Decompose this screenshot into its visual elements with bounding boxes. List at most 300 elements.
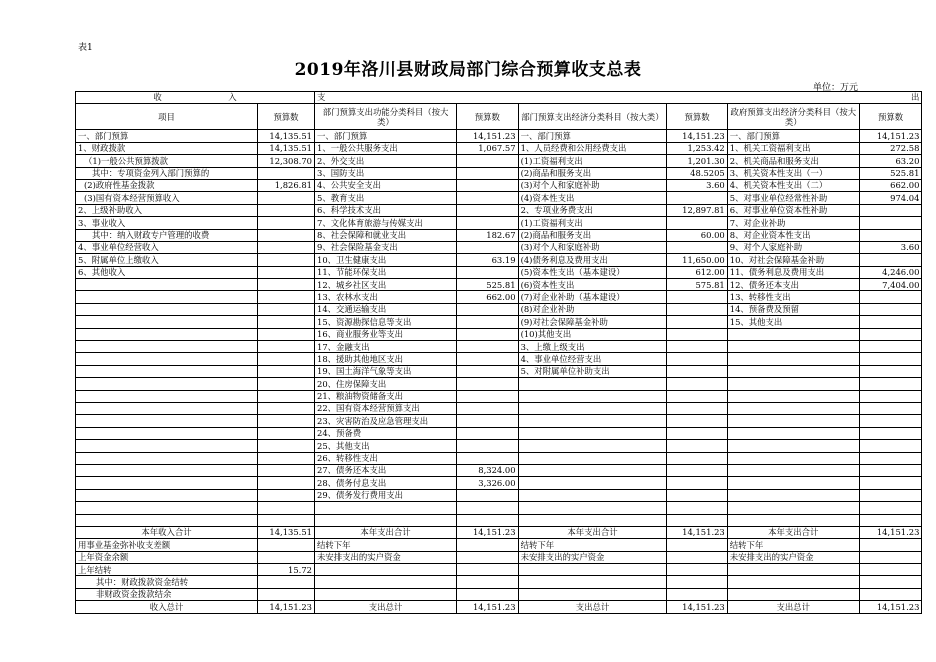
- functional-budget: [457, 365, 519, 377]
- functional-budget: [457, 353, 519, 365]
- functional-budget: 14,151.23: [457, 601, 519, 613]
- table-row: [76, 328, 922, 340]
- functional-item: 17、金融支出: [315, 341, 457, 353]
- economic-budget: [667, 241, 727, 253]
- economic-budget: [667, 502, 727, 514]
- gov-economic-item: 结转下年: [727, 539, 859, 551]
- income-item: [76, 514, 258, 526]
- income-item: [76, 452, 258, 464]
- gov-economic-item: 11、债务利息及费用支出: [727, 266, 859, 278]
- table-row: [76, 526, 922, 538]
- economic-item: (4)资本性支出: [518, 192, 667, 204]
- functional-item: 5、教育支出: [315, 192, 457, 204]
- functional-item: 16、商业服务业等支出: [315, 328, 457, 340]
- functional-item: 本年支出合计: [315, 526, 457, 538]
- table-row: [76, 502, 922, 514]
- economic-item: (8)对企业补助: [518, 303, 667, 315]
- economic-budget: [667, 464, 727, 476]
- gov-economic-item: [727, 489, 859, 501]
- gov-economic-budget: 14,151.23: [859, 130, 922, 142]
- functional-budget: [457, 514, 519, 526]
- income-item: [76, 427, 258, 439]
- functional-item: 12、城乡社区支出: [315, 279, 457, 291]
- income-budget: [258, 316, 315, 328]
- functional-item: 27、债务还本支出: [315, 464, 457, 476]
- functional-budget: [457, 390, 519, 402]
- income-budget: 12,308.70: [258, 155, 315, 167]
- table-row: [76, 576, 922, 588]
- economic-item: 支出总计: [518, 601, 667, 613]
- income-budget: [258, 588, 315, 600]
- gov-economic-item: [727, 576, 859, 588]
- gov-economic-budget: [859, 477, 922, 489]
- functional-budget: [457, 489, 519, 501]
- income-budget: [258, 415, 315, 427]
- gov-economic-budget: [859, 204, 922, 216]
- income-item: [76, 303, 258, 315]
- income-budget: [258, 204, 315, 216]
- table-row: [76, 378, 922, 390]
- functional-item: 13、农林水支出: [315, 291, 457, 303]
- table-row: [76, 464, 922, 476]
- functional-item: 23、灾害防治及应急管理支出: [315, 415, 457, 427]
- gov-economic-item: 7、对企业补助: [727, 217, 859, 229]
- gov-economic-item: 10、对社会保障基金补助: [727, 254, 859, 266]
- income-budget: [258, 378, 315, 390]
- functional-budget: 14,151.23: [457, 526, 519, 538]
- income-item: [76, 502, 258, 514]
- table-row: [76, 192, 922, 204]
- table-row: [76, 254, 922, 266]
- functional-budget: [457, 341, 519, 353]
- economic-budget: [667, 378, 727, 390]
- economic-item: 1、人员经费和公用经费支出: [518, 142, 667, 154]
- gov-economic-item: 1、机关工资福利支出: [727, 142, 859, 154]
- table-row: [76, 427, 922, 439]
- economic-budget: [667, 341, 727, 353]
- income-item: (3)国有资本经营预算收入: [76, 192, 258, 204]
- table-row: [76, 167, 922, 179]
- functional-budget: [457, 415, 519, 427]
- income-budget: [258, 464, 315, 476]
- income-item: 其中：纳入财政专户管理的收费: [76, 229, 258, 241]
- gov-economic-budget: 974.04: [859, 192, 922, 204]
- gov-economic-budget: [859, 564, 922, 576]
- income-budget: [258, 241, 315, 253]
- gov-economic-budget: [859, 341, 922, 353]
- economic-budget: [667, 539, 727, 551]
- table-row: [76, 588, 922, 600]
- functional-item: 9、社会保险基金支出: [315, 241, 457, 253]
- functional-item: 15、资源勘探信息等支出: [315, 316, 457, 328]
- economic-budget: [667, 564, 727, 576]
- economic-item: (4)债务利息及费用支出: [518, 254, 667, 266]
- functional-item: 21、粮油物资储备支出: [315, 390, 457, 402]
- income-item: (2)政府性基金拨款: [76, 179, 258, 191]
- income-item: （1)一般公共预算拨款: [76, 155, 258, 167]
- income-item: 一、部门预算: [76, 130, 258, 142]
- functional-budget: [457, 539, 519, 551]
- table-row: [76, 279, 922, 291]
- table-row: [76, 415, 922, 427]
- functional-item: 1、一般公共服务支出: [315, 142, 457, 154]
- table-row: [76, 477, 922, 489]
- functional-item: 8、社会保障和就业支出: [315, 229, 457, 241]
- gov-economic-budget: [859, 415, 922, 427]
- income-item: 6、其他收入: [76, 266, 258, 278]
- income-item: 上年资金余额: [76, 551, 258, 563]
- economic-budget: [667, 402, 727, 414]
- income-budget: [258, 217, 315, 229]
- gov-economic-budget: [859, 328, 922, 340]
- functional-budget: [457, 217, 519, 229]
- functional-budget: [457, 303, 519, 315]
- economic-item: (5)资本性支出（基本建设）: [518, 266, 667, 278]
- gov-economic-budget: 63.20: [859, 155, 922, 167]
- income-budget: 14,151.23: [258, 601, 315, 613]
- gov-economic-budget: [859, 576, 922, 588]
- gov-economic-item: [727, 378, 859, 390]
- income-budget: [258, 489, 315, 501]
- income-budget: 14,135.51: [258, 142, 315, 154]
- economic-budget: [667, 192, 727, 204]
- gov-economic-budget: [859, 502, 922, 514]
- functional-budget: [457, 179, 519, 191]
- income-budget: 15.72: [258, 564, 315, 576]
- table-row: [76, 365, 922, 377]
- functional-budget: [457, 155, 519, 167]
- economic-budget: [667, 588, 727, 600]
- table-row: [76, 353, 922, 365]
- unit-label: 单位：万元: [812, 83, 858, 93]
- gov-economic-budget: [859, 217, 922, 229]
- gov-economic-item: [727, 390, 859, 402]
- gov-economic-budget: 3.60: [859, 241, 922, 253]
- income-budget: [258, 353, 315, 365]
- economic-item: 4、事业单位经营支出: [518, 353, 667, 365]
- functional-budget: [457, 241, 519, 253]
- economic-item: [518, 564, 667, 576]
- gov-economic-item: 15、其他支出: [727, 316, 859, 328]
- functional-item: 18、援助其他地区支出: [315, 353, 457, 365]
- functional-budget: 525.81: [457, 279, 519, 291]
- economic-item: (2)商品和服务支出: [518, 167, 667, 179]
- col-header-item: 项目: [76, 104, 258, 130]
- functional-item: [315, 502, 457, 514]
- gov-economic-budget: [859, 378, 922, 390]
- income-item: [76, 279, 258, 291]
- gov-economic-item: [727, 564, 859, 576]
- economic-item: [518, 452, 667, 464]
- economic-budget: 575.81: [667, 279, 727, 291]
- economic-budget: [667, 328, 727, 340]
- economic-budget: [667, 303, 727, 315]
- gov-economic-item: 支出总计: [727, 601, 859, 613]
- table-row: [76, 155, 922, 167]
- functional-item: 未安排支出的实户资金: [315, 551, 457, 563]
- gov-economic-item: [727, 452, 859, 464]
- gov-economic-budget: 4,246.00: [859, 266, 922, 278]
- income-item: 4、事业单位经营收入: [76, 241, 258, 253]
- gov-economic-budget: [859, 551, 922, 563]
- functional-item: 24、预备费: [315, 427, 457, 439]
- table-row: [76, 539, 922, 551]
- income-budget: [258, 328, 315, 340]
- functional-budget: [457, 316, 519, 328]
- table-row: [76, 130, 922, 142]
- income-budget: [258, 427, 315, 439]
- economic-budget: [667, 217, 727, 229]
- economic-item: [518, 402, 667, 414]
- col-header-economic: 部门预算支出经济分类科目（按大类）: [518, 104, 667, 130]
- gov-economic-item: [727, 502, 859, 514]
- gov-economic-budget: [859, 254, 922, 266]
- income-item: 3、事业收入: [76, 217, 258, 229]
- functional-item: 25、其他支出: [315, 440, 457, 452]
- income-budget: [258, 303, 315, 315]
- economic-budget: [667, 440, 727, 452]
- economic-item: (10)其他支出: [518, 328, 667, 340]
- gov-economic-item: [727, 464, 859, 476]
- functional-item: 支出总计: [315, 601, 457, 613]
- table-row: [76, 514, 922, 526]
- economic-budget: [667, 316, 727, 328]
- gov-economic-budget: [859, 402, 922, 414]
- gov-economic-budget: [859, 291, 922, 303]
- economic-item: (1)工资福利支出: [518, 217, 667, 229]
- gov-economic-item: 14、预备费及预留: [727, 303, 859, 315]
- economic-budget: [667, 365, 727, 377]
- income-item: 用事业基金弥补收支差额: [76, 539, 258, 551]
- income-budget: [258, 167, 315, 179]
- gov-economic-budget: [859, 464, 922, 476]
- table-row: [76, 303, 922, 315]
- functional-budget: [457, 440, 519, 452]
- income-item: 收入总计: [76, 601, 258, 613]
- gov-economic-budget: [859, 229, 922, 241]
- economic-item: [518, 502, 667, 514]
- functional-budget: [457, 378, 519, 390]
- gov-economic-item: [727, 427, 859, 439]
- table-row: [76, 142, 922, 154]
- functional-budget: 8,324.00: [457, 464, 519, 476]
- economic-item: 本年支出合计: [518, 526, 667, 538]
- functional-budget: [457, 576, 519, 588]
- gov-economic-item: [727, 328, 859, 340]
- page-title: 2019年洛川县财政局部门综合预算收支总表: [294, 60, 642, 80]
- income-budget: [258, 266, 315, 278]
- economic-budget: 48.5205: [667, 167, 727, 179]
- gov-economic-budget: [859, 539, 922, 551]
- economic-item: 5、对附属单位补助支出: [518, 365, 667, 377]
- functional-item: [315, 514, 457, 526]
- gov-economic-item: 一、部门预算: [727, 130, 859, 142]
- economic-item: 2、专项业务费支出: [518, 204, 667, 216]
- functional-budget: [457, 167, 519, 179]
- gov-economic-budget: 525.81: [859, 167, 922, 179]
- income-item: [76, 378, 258, 390]
- budget-table: [75, 91, 922, 614]
- functional-item: 6、科学技术支出: [315, 204, 457, 216]
- expenditure-header: 支 出: [315, 92, 922, 104]
- gov-economic-item: 9、对个人家庭补助: [727, 241, 859, 253]
- economic-budget: 60.00: [667, 229, 727, 241]
- economic-item: [518, 427, 667, 439]
- income-item: [76, 390, 258, 402]
- functional-item: 2、外交支出: [315, 155, 457, 167]
- col-header-economic-budget: 预算数: [667, 104, 727, 130]
- table-row: [76, 440, 922, 452]
- income-item: [76, 477, 258, 489]
- table-number: 表1: [78, 43, 93, 53]
- income-budget: [258, 254, 315, 266]
- functional-budget: [457, 564, 519, 576]
- income-item: 非财政资金拨款结余: [76, 588, 258, 600]
- income-budget: [258, 477, 315, 489]
- col-header-functional-budget: 预算数: [457, 104, 519, 130]
- economic-budget: [667, 576, 727, 588]
- economic-item: [518, 440, 667, 452]
- income-item: 本年收入合计: [76, 526, 258, 538]
- income-item: 其中：专项资金列入部门预算的: [76, 167, 258, 179]
- functional-item: [315, 588, 457, 600]
- table-row: [76, 402, 922, 414]
- economic-budget: 14,151.23: [667, 601, 727, 613]
- economic-item: (2)商品和服务支出: [518, 229, 667, 241]
- economic-budget: [667, 353, 727, 365]
- income-budget: [258, 390, 315, 402]
- economic-item: (6)资本性支出: [518, 279, 667, 291]
- table-row: [76, 217, 922, 229]
- functional-budget: [457, 204, 519, 216]
- economic-item: [518, 415, 667, 427]
- income-budget: [258, 452, 315, 464]
- functional-item: 14、交通运输支出: [315, 303, 457, 315]
- income-budget: 14,135.51: [258, 130, 315, 142]
- income-item: [76, 464, 258, 476]
- functional-budget: [457, 402, 519, 414]
- gov-economic-item: [727, 477, 859, 489]
- economic-budget: [667, 514, 727, 526]
- economic-budget: [667, 551, 727, 563]
- gov-economic-budget: [859, 489, 922, 501]
- gov-economic-item: [727, 341, 859, 353]
- economic-item: 结转下年: [518, 539, 667, 551]
- income-item: 1、财政拨款: [76, 142, 258, 154]
- income-budget: 1,826.81: [258, 179, 315, 191]
- table-row: [76, 179, 922, 191]
- gov-economic-item: [727, 353, 859, 365]
- economic-budget: [667, 452, 727, 464]
- income-item: [76, 440, 258, 452]
- gov-economic-budget: [859, 427, 922, 439]
- income-item: [76, 328, 258, 340]
- economic-item: (7)对企业补助（基本建设）: [518, 291, 667, 303]
- table-row: [76, 229, 922, 241]
- gov-economic-item: 4、机关资本性支出（二）: [727, 179, 859, 191]
- economic-budget: [667, 477, 727, 489]
- income-item: 2、上级补助收入: [76, 204, 258, 216]
- income-item: 上年结转: [76, 564, 258, 576]
- economic-budget: 1,201.30: [667, 155, 727, 167]
- income-budget: [258, 551, 315, 563]
- gov-economic-budget: 272.58: [859, 142, 922, 154]
- economic-budget: 1,253.42: [667, 142, 727, 154]
- table-row: [76, 316, 922, 328]
- functional-item: 结转下年: [315, 539, 457, 551]
- income-budget: 14,135.51: [258, 526, 315, 538]
- income-item: [76, 291, 258, 303]
- economic-item: 3、上缴上级支出: [518, 341, 667, 353]
- economic-budget: [667, 291, 727, 303]
- functional-item: 26、转移性支出: [315, 452, 457, 464]
- gov-economic-budget: [859, 514, 922, 526]
- table-row: [76, 241, 922, 253]
- functional-item: 3、国防支出: [315, 167, 457, 179]
- gov-economic-item: 未安排支出的实户资金: [727, 551, 859, 563]
- gov-economic-budget: [859, 353, 922, 365]
- functional-budget: [457, 502, 519, 514]
- income-budget: [258, 291, 315, 303]
- col-header-gov-economic-budget: 预算数: [859, 104, 922, 130]
- economic-budget: 11,650.00: [667, 254, 727, 266]
- functional-budget: [457, 452, 519, 464]
- gov-economic-item: [727, 588, 859, 600]
- gov-economic-budget: [859, 588, 922, 600]
- gov-economic-budget: [859, 390, 922, 402]
- col-header-income-budget: 预算数: [258, 104, 315, 130]
- table-row: [76, 390, 922, 402]
- functional-item: 10、卫生健康支出: [315, 254, 457, 266]
- economic-item: (3)对个人和家庭补助: [518, 179, 667, 191]
- economic-budget: 14,151.23: [667, 130, 727, 142]
- economic-item: 一、部门预算: [518, 130, 667, 142]
- functional-budget: [457, 192, 519, 204]
- economic-item: (3)对个人和家庭补助: [518, 241, 667, 253]
- income-header: 收 入: [76, 92, 315, 104]
- income-budget: [258, 502, 315, 514]
- gov-economic-item: 13、转移性支出: [727, 291, 859, 303]
- economic-budget: 14,151.23: [667, 526, 727, 538]
- economic-item: [518, 588, 667, 600]
- functional-item: 28、债务付息支出: [315, 477, 457, 489]
- economic-budget: 12,897.81: [667, 204, 727, 216]
- functional-item: 4、公共安全支出: [315, 179, 457, 191]
- income-item: [76, 415, 258, 427]
- table-row: [76, 601, 922, 613]
- functional-budget: [457, 328, 519, 340]
- income-item: [76, 341, 258, 353]
- functional-item: 11、节能环保支出: [315, 266, 457, 278]
- economic-item: (1)工资福利支出: [518, 155, 667, 167]
- col-header-gov-economic: 政府预算支出经济分类科目（按大类）: [727, 104, 859, 130]
- gov-economic-item: 3、机关资本性支出（一）: [727, 167, 859, 179]
- income-item: [76, 402, 258, 414]
- economic-item: [518, 576, 667, 588]
- table-row: [76, 341, 922, 353]
- gov-economic-item: [727, 440, 859, 452]
- income-budget: [258, 365, 315, 377]
- functional-item: 22、国有资本经营预算支出: [315, 402, 457, 414]
- economic-item: 未安排支出的实户资金: [518, 551, 667, 563]
- economic-item: [518, 464, 667, 476]
- functional-item: [315, 564, 457, 576]
- income-budget: [258, 402, 315, 414]
- gov-economic-item: 12、债务还本支出: [727, 279, 859, 291]
- economic-item: [518, 477, 667, 489]
- gov-economic-item: 5、对事业单位经常性补助: [727, 192, 859, 204]
- col-header-functional: 部门预算支出功能分类科目（按大类）: [315, 104, 457, 130]
